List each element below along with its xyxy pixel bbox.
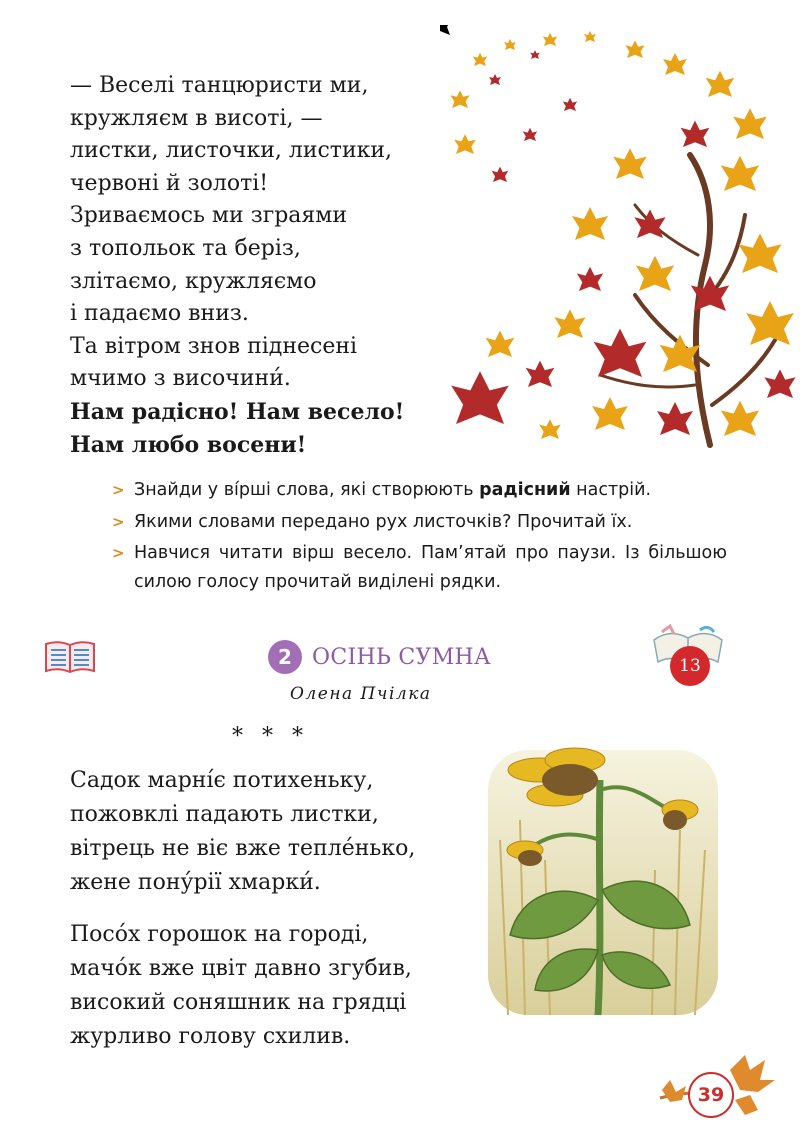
section-heading [268, 640, 491, 674]
page-number: 39 [688, 1072, 734, 1118]
poem-line: високий соняшник на грядці [70, 990, 407, 1015]
poem-line: жене пону́рії хмарки́. [70, 870, 321, 895]
poem-line: журливо голову схилив. [70, 1024, 351, 1049]
poem-line: Та вітром знов піднесені [70, 333, 358, 359]
poem-line: — Веселі танцюристи ми, [70, 73, 369, 98]
task-text: Навчися читати вірш весело. Пам’ятай про паузи. Із більшою силою голосу прочитай виділені рядки. [134, 543, 727, 592]
task-text: Якими словами передано рух листочків? Прочитай їх. [134, 511, 633, 532]
poem-line: Зриваємось ми зграями [70, 203, 348, 229]
poem-autumn-sad [70, 764, 415, 1054]
poem-line: вітрець не віє вже тепле́нько, [70, 836, 416, 861]
poem-line-highlighted: Нам радісно! Нам весело! [70, 398, 405, 425]
task-item [112, 476, 727, 505]
reader-page-number: 13 [670, 646, 710, 686]
poem-line: кружляєм в висоті, — [70, 105, 323, 131]
poem-line: Посо́х горошок на городі, [70, 922, 369, 947]
reading-book-icon [44, 640, 96, 674]
poem-line: злітаємо, кружляємо [70, 268, 317, 294]
stanza-gap [70, 900, 415, 918]
autumn-leaves-illustration [440, 25, 800, 455]
task-list [112, 476, 727, 599]
poem-line: мачо́к вже цвіт давно згубив, [70, 956, 412, 981]
poem-line: з топольок та беріз, [70, 235, 301, 261]
section-number-badge: 2 [268, 640, 302, 674]
chevron-right-icon: > [112, 512, 125, 531]
textbook-reference-icon [648, 622, 728, 690]
poem-line: і падаємо вниз. [70, 301, 249, 327]
chevron-right-icon: > [112, 481, 125, 499]
poem-line: пожовклі падають листки, [70, 802, 379, 827]
sunflower-illustration [480, 720, 725, 1020]
stanza-stars: * * * [232, 724, 309, 749]
page-number-badge [650, 1050, 780, 1130]
task-emphasis: радісний [479, 480, 571, 500]
poem-line: Садок марні́є потихеньку, [70, 768, 374, 793]
poem-line: листки, листочки, листики, [70, 138, 393, 164]
author-name: Олена Пчілка [290, 684, 432, 704]
poem-line-highlighted: Нам любо восени! [70, 431, 307, 458]
task-text: настрій. [570, 480, 652, 500]
task-text: Знайди у ві́рші слова, які створюють [134, 480, 480, 500]
poem-leaves [70, 70, 404, 461]
task-item [112, 539, 727, 596]
task-item [112, 508, 727, 537]
poem-line: червоні й золоті! [70, 170, 269, 196]
section-title: ОСІНЬ СУМНА [312, 644, 491, 670]
chevron-right-icon: > [112, 544, 125, 562]
poem-line: мчимо з височини́. [70, 366, 291, 392]
